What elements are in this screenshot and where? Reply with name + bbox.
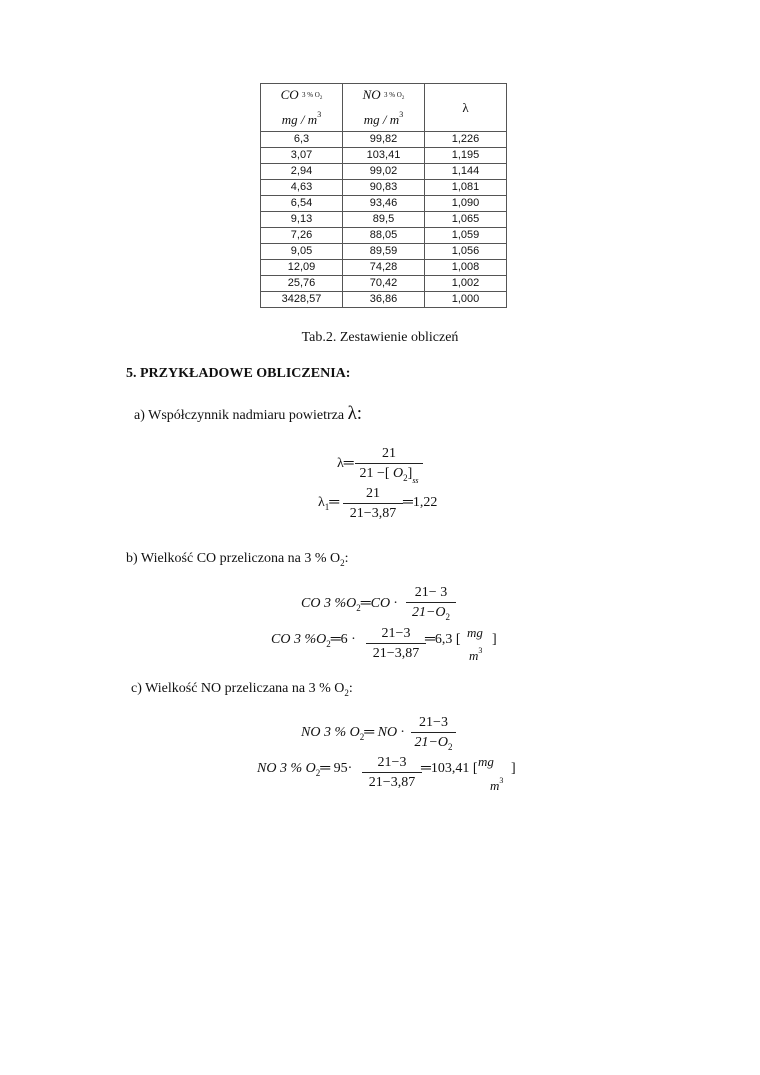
formula-c2-unit-num: mg [478, 754, 494, 769]
formula-b2-lhs-text: CO 3 %O [271, 632, 327, 647]
section-heading: 5. PRZYKŁADOWE OBLICZENIA: [126, 366, 351, 381]
formula-b2-fraction [366, 626, 426, 662]
cell-no: 36,86 [343, 292, 425, 308]
part-c-label-sub: 2 [344, 688, 349, 698]
formula-b2-mid: ═6 · [330, 632, 356, 647]
header-no-sub: 3 % O [383, 91, 402, 99]
cell-co: 25,76 [261, 276, 343, 292]
formula-c2-unit [478, 754, 494, 771]
formula-c2-lhs-sub: 2 [315, 768, 321, 778]
header-co-unit-exp: 3 [317, 110, 322, 119]
header-no-unit-exp: 3 [399, 110, 404, 119]
formula-c2-numerator: 21−3 [362, 755, 422, 773]
cell-lambda: 1,065 [425, 212, 507, 228]
formula-b2-lhs [271, 632, 356, 649]
formula-b1-fraction [406, 585, 456, 626]
cell-co: 6,54 [261, 196, 343, 212]
formula-c1-numerator: 21−3 [411, 715, 456, 733]
table-row [261, 228, 507, 244]
table-caption: Tab.2. Zestawienie obliczeń [301, 330, 459, 345]
cell-lambda: 1,002 [425, 276, 507, 292]
header-lambda: λ [425, 84, 507, 132]
header-co-sub2: 2 [319, 96, 323, 101]
cell-co: 2,94 [261, 164, 343, 180]
cell-lambda: 1,195 [425, 148, 507, 164]
part-b-label-sub: 2 [340, 558, 345, 568]
formula-b1-mid: ═CO · [360, 596, 398, 611]
cell-co: 4,63 [261, 180, 343, 196]
formula-a2-lambda-sub: 1 [324, 502, 330, 512]
part-a-label [134, 403, 362, 425]
cell-co: 9,13 [261, 212, 343, 228]
table-row [261, 260, 507, 276]
formula-a1-numerator: 21 [355, 446, 423, 464]
cell-lambda: 1,059 [425, 228, 507, 244]
results-table [260, 83, 507, 308]
header-co-sub: 3 % O [301, 91, 320, 99]
formula-b1-numerator: 21− 3 [406, 585, 456, 603]
formula-a2-numerator: 21 [343, 486, 403, 504]
formula-a2-lhs [318, 495, 339, 512]
header-no [343, 84, 425, 132]
cell-no: 89,59 [343, 244, 425, 260]
table-row [261, 180, 507, 196]
formula-a1-fraction [355, 446, 423, 489]
part-c-label [131, 681, 353, 698]
table-row [261, 148, 507, 164]
part-c-label-end: : [348, 681, 353, 696]
formula-b2-result: ═6,3 [ [425, 632, 461, 647]
table-row [261, 164, 507, 180]
cell-no: 99,82 [343, 132, 425, 148]
formula-a1-den-o: O [393, 466, 404, 481]
formula-a1-lhs: λ═ [337, 456, 354, 471]
cell-lambda: 1,056 [425, 244, 507, 260]
lambda-symbol: λ: [347, 403, 363, 424]
cell-co: 3,07 [261, 148, 343, 164]
cell-no: 88,05 [343, 228, 425, 244]
formula-b2-unit-close: ] [492, 632, 497, 647]
cell-no: 93,46 [343, 196, 425, 212]
header-co [261, 84, 343, 132]
formula-c1-lhs-text: NO 3 % O [301, 725, 360, 740]
formula-b2-unit-den [469, 646, 482, 665]
formula-b1-lhs-text: CO 3 %O [301, 596, 357, 611]
formula-b2-denominator: 21−3,87 [372, 646, 420, 661]
table-row [261, 292, 507, 308]
formula-c1-fraction [411, 715, 456, 756]
formula-b2-numerator: 21−3 [366, 626, 426, 644]
formula-a2-eq: ═ [329, 495, 340, 510]
formula-c1-denominator [411, 733, 456, 756]
formula-a2-denominator: 21−3,87 [349, 506, 397, 521]
formula-c2-lhs-text: NO 3 % O [257, 761, 316, 776]
formula-c2-lhs [257, 761, 352, 778]
table-row [261, 212, 507, 228]
formula-a1-den-ss: ss [412, 476, 419, 485]
formula-a1-den-b: ] [407, 466, 413, 481]
cell-no: 89,5 [343, 212, 425, 228]
formula-a2-fraction [343, 486, 403, 522]
header-co-name: CO [280, 87, 299, 102]
part-a-label-text: a) Współczynnik nadmiaru powietrza [134, 408, 348, 423]
cell-co: 3428,57 [261, 292, 343, 308]
formula-a2-result: ═1,22 [403, 495, 438, 510]
cell-no: 99,02 [343, 164, 425, 180]
cell-no: 103,41 [343, 148, 425, 164]
formula-c2-unit-den-text: m [490, 778, 500, 793]
cell-no: 74,28 [343, 260, 425, 276]
formula-c2-unit-close: ] [511, 761, 516, 776]
formula-a1-den-sub: 2 [403, 473, 408, 483]
part-b-label [126, 551, 349, 568]
header-no-sub2: 2 [401, 96, 405, 101]
cell-lambda: 1,226 [425, 132, 507, 148]
table-row [261, 276, 507, 292]
cell-lambda: 1,090 [425, 196, 507, 212]
formula-b2-unit [467, 625, 483, 642]
part-c-label-text: c) Wielkość NO przeliczana na 3 % O [131, 681, 345, 696]
formula-c1-lhs [301, 725, 404, 742]
formula-c2-unit-den [490, 776, 503, 795]
cell-co: 9,05 [261, 244, 343, 260]
formula-c2-result: ═103,41 [ [421, 761, 478, 776]
table-row [261, 244, 507, 260]
formula-a2-lambda: λ [318, 495, 325, 510]
cell-co: 12,09 [261, 260, 343, 276]
formula-c2-mid: ═ 95· [320, 761, 353, 776]
table-header-row [261, 84, 507, 132]
cell-lambda: 1,008 [425, 260, 507, 276]
table-row [261, 132, 507, 148]
cell-co: 6,3 [261, 132, 343, 148]
formula-c2-unit-exp: 3 [499, 776, 504, 785]
cell-lambda: 1,081 [425, 180, 507, 196]
formula-a1-den-a: 21 −[ [359, 466, 390, 481]
cell-lambda: 1,144 [425, 164, 507, 180]
formula-c1-mid: ═ NO · [364, 725, 405, 740]
header-no-unit: mg / m [363, 112, 400, 127]
cell-co: 7,26 [261, 228, 343, 244]
formula-b1-den-sub: 2 [445, 612, 451, 622]
cell-no: 90,83 [343, 180, 425, 196]
table-row [261, 196, 507, 212]
part-b-label-text: b) Wielkość CO przeliczona na 3 % O [126, 551, 341, 566]
formula-b2-unit-num: mg [467, 625, 483, 640]
formula-c1-den-sub: 2 [448, 742, 453, 752]
formula-b2-unit-den-text: m [469, 648, 479, 663]
formula-b1-lhs-sub: 2 [356, 603, 361, 613]
formula-c1-lhs-sub: 2 [359, 732, 365, 742]
formula-b2-unit-exp: 3 [478, 646, 483, 655]
formula-b2-lhs-sub: 2 [326, 639, 331, 649]
formula-b1-den-text: 21−O [411, 605, 446, 620]
formula-c2-fraction [362, 755, 422, 791]
cell-lambda: 1,000 [425, 292, 507, 308]
table-body [261, 132, 507, 308]
formula-b1-lhs [301, 596, 397, 613]
header-co-unit: mg / m [281, 112, 318, 127]
part-b-label-end: : [344, 551, 349, 566]
formula-b1-denominator [406, 603, 456, 626]
header-no-name: NO [362, 87, 381, 102]
cell-no: 70,42 [343, 276, 425, 292]
formula-c2-denominator: 21−3,87 [368, 775, 416, 790]
formula-c1-den-text: 21−O [414, 735, 449, 750]
